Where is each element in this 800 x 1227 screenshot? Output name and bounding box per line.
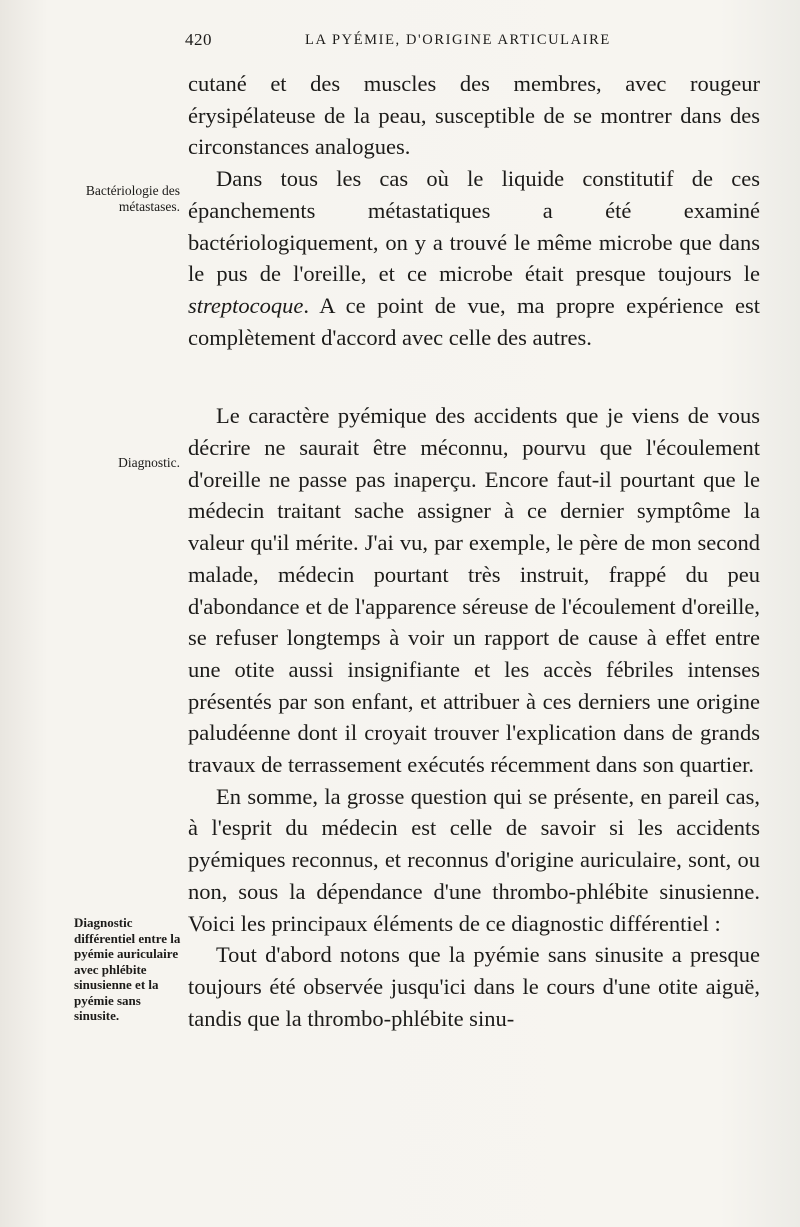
margin-note-diagnostic: Diagnostic. <box>118 455 180 470</box>
page-header <box>185 30 755 60</box>
italic-streptocoque: streptocoque <box>188 292 304 318</box>
paragraph-3: Le caractère pyémique des accidents que je viens de vous décrire ne saurait être méconnu, pourvu que l'écoulement d'oreille ne passe pas inaperçu. Encore faut-il pourtant que le médecin traitant sache assigner à ce dernier symptôme la valeur qu'il mérite. J'ai vu, par exemple, le père de mon second malade, médecin pourtant très instruit, frappé du peu d'abondance et de l'apparence séreuse de l'écoulement d'oreille, se refuser longtemps à voir un rapport de cause à effet entre une otite aussi insignifiante et les accès fébriles intenses présentés par son enfant, et attribuer à ces derniers une origine paludéenne dont il croyait trouver l'explication dans de grands travaux de terrassement exécutés récemment dans son quartier. <box>188 403 760 778</box>
paragraph-2 <box>188 163 760 353</box>
margin-note-bacteriologie: Bactériologie des métastases. <box>85 183 180 214</box>
paragraph-2-start: Dans tous les cas où le liquide constitutif de ces épanchements métastatiques a été examiné bactériologiquement, on y a trouvé le même microbe que dans le pus de l'oreille, et ce microbe était presque toujours le <box>188 166 760 287</box>
body-text <box>188 68 760 1034</box>
page-number: 420 <box>185 30 212 49</box>
paragraph-5: Tout d'abord notons que la pyémie sans sinusite a presque toujours été observée jusqu'ici dans le cours d'une otite aiguë, tandis que la thrombo-phlébite sinu- <box>188 942 760 1031</box>
margin-note-diagnostic-differentiel: Diagnostic différentiel entre la pyémie auriculaire avec phlébite sinusienne et la pyémie sans sinusite. <box>74 915 181 1023</box>
paragraph-1: cutané et des muscles des membres, avec rougeur érysipélateuse de la peau, susceptible de se montrer dans des circonstances analogues. <box>188 71 760 160</box>
paragraph-4: En somme, la grosse question qui se présente, en pareil cas, à l'esprit du médecin est celle de savoir si les accidents pyémiques reconnus, et reconnus d'origine auriculaire, sont, ou non, sous la dépendance d'une thrombo-phlébite sinusienne. Voici les principaux éléments de ce diagnostic différentiel : <box>188 783 760 936</box>
running-title: LA PYÉMIE, D'ORIGINE ARTICULAIRE <box>305 32 611 48</box>
paragraph-2-end: . A ce point de vue, ma propre expérience est complètement d'accord avec celle des autres. <box>188 292 760 350</box>
